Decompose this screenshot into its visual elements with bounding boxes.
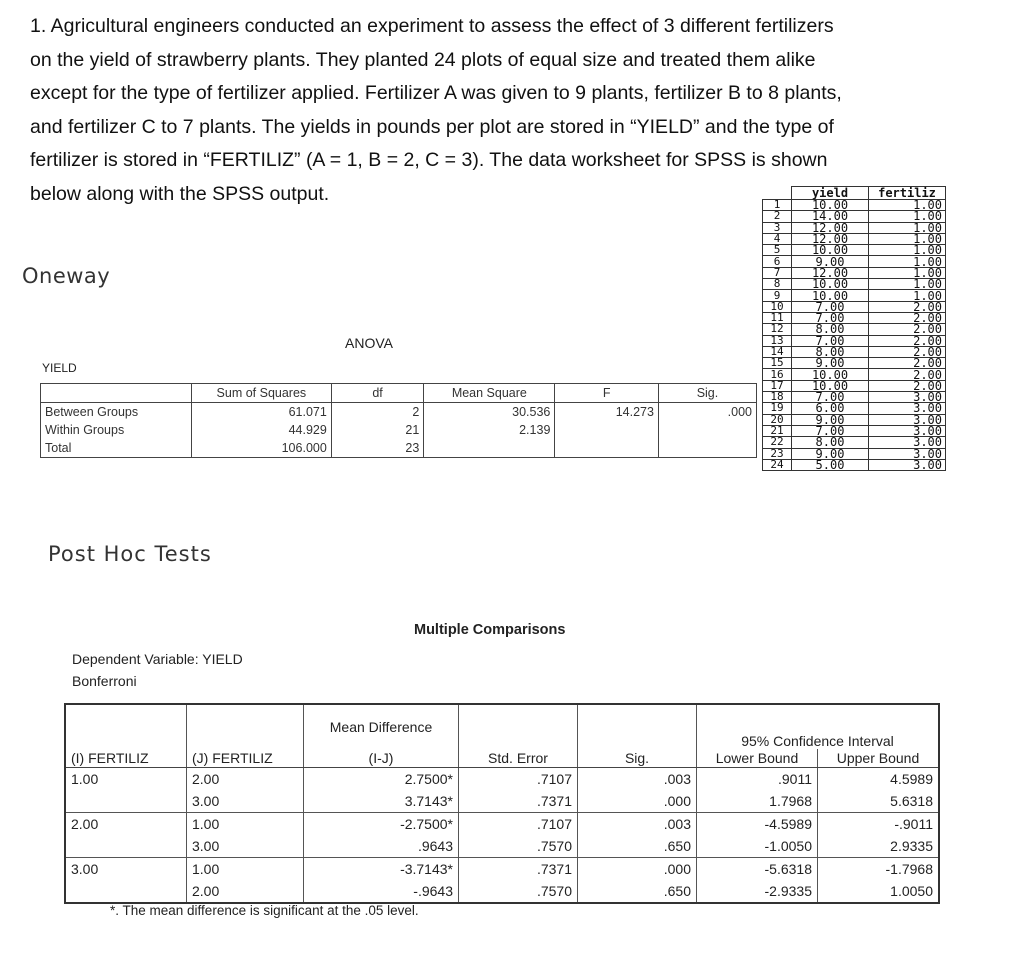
anova-row [41, 403, 757, 422]
worksheet-yield: 8.00 [792, 324, 869, 335]
mc-cell-sig: .650 [578, 880, 697, 903]
mc-cell-ub: 2.9335 [890, 838, 933, 854]
mc-header-cell [187, 704, 304, 749]
anova-sig: .000 [727, 405, 752, 419]
mc-cell-j: 1.00 [187, 813, 304, 836]
mc-row [65, 835, 939, 858]
intro-line: fertilizer is stored in “FERTILIZ” (A = 1, B = 2, C = 3). The data worksheet for SPSS is shown [30, 149, 828, 171]
worksheet-yield: 12.00 [792, 222, 869, 233]
mc-dependent: Dependent Variable: YIELD [72, 651, 243, 667]
anova-label: Total [41, 439, 192, 458]
worksheet-yield: 7.00 [792, 392, 869, 403]
worksheet-row-index: 9 [763, 290, 792, 301]
mc-cell-lb: -1.0050 [697, 835, 818, 858]
worksheet-fertiliz: 1.00 [869, 290, 946, 301]
worksheet-yield: 8.00 [792, 437, 869, 448]
worksheet-yield: 7.00 [792, 301, 869, 312]
anova-row [41, 421, 757, 439]
worksheet-yield: 10.00 [792, 245, 869, 256]
mc-cell-i: 2.00 [65, 813, 187, 836]
worksheet-row-index: 22 [763, 437, 792, 448]
worksheet-yield: 6.00 [792, 403, 869, 414]
worksheet-header: yield [792, 187, 869, 200]
worksheet-yield: 9.00 [792, 448, 869, 459]
mc-cell-se: .7570 [459, 880, 578, 903]
anova-f [555, 439, 659, 458]
worksheet-row-index: 11 [763, 312, 792, 323]
mc-row [65, 790, 939, 813]
worksheet-row-index: 10 [763, 301, 792, 312]
anova-ss: 61.071 [191, 403, 331, 422]
worksheet-row-index: 18 [763, 392, 792, 403]
mc-cell-j: 2.00 [187, 880, 304, 903]
worksheet-header: fertiliz [869, 187, 946, 200]
anova-row [41, 439, 757, 458]
worksheet-fertiliz: 3.00 [869, 459, 946, 470]
mc-cell-ub: 5.6318 [890, 793, 933, 809]
mc-header-row-1 [65, 704, 939, 749]
worksheet-row-index: 21 [763, 425, 792, 436]
worksheet-row-index: 16 [763, 369, 792, 380]
mc-cell-sig: .000 [578, 858, 697, 881]
mc-cell-i: 3.00 [65, 858, 187, 881]
mc-header-se: Std. Error [459, 749, 578, 768]
worksheet-yield: 8.00 [792, 346, 869, 357]
worksheet-fertiliz: 1.00 [869, 200, 946, 211]
worksheet-fertiliz: 1.00 [869, 233, 946, 244]
mc-header-row-2 [65, 749, 939, 768]
mc-cell-ub: 1.0050 [890, 883, 933, 899]
worksheet-yield: 12.00 [792, 267, 869, 278]
anova-header: F [555, 384, 659, 403]
worksheet-fertiliz: 3.00 [869, 437, 946, 448]
mc-method: Bonferroni [72, 673, 137, 689]
mc-cell-i [65, 835, 187, 858]
intro-line: below along with the SPSS output. [30, 182, 330, 205]
mc-cell-lb: .9011 [697, 768, 818, 791]
mc-row [65, 880, 939, 903]
mc-cell-i [65, 790, 187, 813]
worksheet-fertiliz: 2.00 [869, 312, 946, 323]
anova-table [40, 383, 757, 458]
mc-cell-md: .9643 [304, 835, 459, 858]
mc-body [65, 768, 939, 904]
anova-header: Mean Square [424, 384, 555, 403]
mc-row [65, 858, 939, 881]
mc-cell-se: .7371 [459, 790, 578, 813]
mc-row [65, 813, 939, 836]
mc-cell-se: .7107 [459, 813, 578, 836]
worksheet-row-index: 20 [763, 414, 792, 425]
anova-dependent: YIELD [42, 361, 77, 375]
worksheet-yield: 9.00 [792, 256, 869, 267]
mc-cell-md: 3.7143* [304, 790, 459, 813]
anova-sig [658, 439, 756, 458]
worksheet-yield: 10.00 [792, 380, 869, 391]
mc-cell-j: 3.00 [187, 790, 304, 813]
intro-line: except for the type of fertilizer applied. Fertilizer A was given to 9 plants, fertilizer B to 8 plants, [30, 82, 842, 104]
worksheet-fertiliz: 3.00 [869, 425, 946, 436]
mc-header-cell [578, 704, 697, 749]
worksheet-fertiliz: 3.00 [869, 448, 946, 459]
worksheet-row-index: 12 [763, 324, 792, 335]
worksheet-fertiliz: 2.00 [869, 346, 946, 357]
worksheet-fertiliz: 2.00 [869, 324, 946, 335]
worksheet-fertiliz: 2.00 [869, 301, 946, 312]
worksheet-yield: 5.00 [792, 459, 869, 470]
mc-cell-se: .7371 [459, 858, 578, 881]
mc-cell-lb: -2.9335 [697, 880, 818, 903]
multiple-comparisons-table [64, 703, 940, 904]
worksheet-fertiliz: 3.00 [869, 403, 946, 414]
worksheet-row-index: 1 [763, 200, 792, 211]
worksheet-fertiliz: 2.00 [869, 358, 946, 369]
mc-cell-lb: 1.7968 [697, 790, 818, 813]
worksheet-yield: 10.00 [792, 290, 869, 301]
mc-cell-ub: 4.5989 [890, 771, 933, 787]
worksheet-row-index: 15 [763, 358, 792, 369]
anova-sig [658, 421, 756, 439]
anova-header: Sum of Squares [191, 384, 331, 403]
worksheet-row-index: 3 [763, 222, 792, 233]
mc-header-mean-text: Mean Difference [329, 719, 433, 735]
mc-cell-md: -.9643 [304, 880, 459, 903]
worksheet-fertiliz: 2.00 [869, 335, 946, 346]
mc-title: Multiple Comparisons [414, 622, 566, 638]
mc-header-ci: 95% Confidence Interval [741, 733, 894, 749]
worksheet-body [763, 200, 946, 471]
worksheet-yield: 12.00 [792, 233, 869, 244]
worksheet-yield: 7.00 [792, 312, 869, 323]
anova-df: 23 [331, 439, 424, 458]
mc-cell-sig: .000 [578, 790, 697, 813]
anova-ss: 106.000 [191, 439, 331, 458]
worksheet-row-index: 13 [763, 335, 792, 346]
mc-header-cell [459, 704, 578, 749]
data-worksheet [762, 186, 946, 471]
worksheet-row-index: 24 [763, 459, 792, 470]
worksheet-row-index: 4 [763, 233, 792, 244]
anova-ms: 2.139 [424, 421, 555, 439]
mc-cell-j: 1.00 [187, 858, 304, 881]
worksheet-fertiliz: 1.00 [869, 256, 946, 267]
mc-cell-j: 2.00 [187, 768, 304, 791]
mc-cell-i [65, 880, 187, 903]
worksheet-yield: 14.00 [792, 211, 869, 222]
worksheet-fertiliz: 1.00 [869, 222, 946, 233]
worksheet-row-index: 7 [763, 267, 792, 278]
mc-cell-sig: .003 [578, 768, 697, 791]
worksheet-yield: 7.00 [792, 425, 869, 436]
mc-cell-se: .7107 [459, 768, 578, 791]
mc-header-ub: Upper Bound [818, 749, 940, 768]
worksheet-row-index: 19 [763, 403, 792, 414]
worksheet-fertiliz: 1.00 [869, 279, 946, 290]
worksheet-fertiliz: 2.00 [869, 380, 946, 391]
anova-ss: 44.929 [191, 421, 331, 439]
mc-cell-md: -2.7500* [304, 813, 459, 836]
anova-label: Within Groups [41, 421, 192, 439]
intro-line: on the yield of strawberry plants. They planted 24 plots of equal size and treated them alike [30, 48, 816, 71]
worksheet-row [763, 459, 946, 470]
worksheet-row-index: 5 [763, 245, 792, 256]
mc-header-cell [65, 704, 187, 749]
worksheet-row-index: 6 [763, 256, 792, 267]
mc-cell-md: 2.7500* [304, 768, 459, 791]
worksheet-fertiliz: 2.00 [869, 369, 946, 380]
mc-cell-se: .7570 [459, 835, 578, 858]
mc-header-sig: Sig. [578, 749, 697, 768]
worksheet-row-index: 17 [763, 380, 792, 391]
anova-header: df [331, 384, 424, 403]
anova-header-row [41, 384, 757, 403]
worksheet-fertiliz: 3.00 [869, 392, 946, 403]
worksheet-fertiliz: 1.00 [869, 211, 946, 222]
worksheet-row-index: 14 [763, 346, 792, 357]
mc-cell-lb: -5.6318 [697, 858, 818, 881]
mc-header-lb: Lower Bound [697, 749, 818, 768]
worksheet-row-index: 2 [763, 211, 792, 222]
anova-df: 2 [331, 403, 424, 422]
mc-row [65, 768, 939, 791]
anova-ms [424, 439, 555, 458]
worksheet-yield: 7.00 [792, 335, 869, 346]
worksheet-row-index: 23 [763, 448, 792, 459]
mc-header-i: (I) FERTILIZ [65, 749, 187, 768]
worksheet-yield: 10.00 [792, 279, 869, 290]
mc-header-mean [304, 704, 459, 749]
mc-cell-sig: .650 [578, 835, 697, 858]
worksheet-yield: 9.00 [792, 358, 869, 369]
posthoc-title: Post Hoc Tests [48, 542, 212, 566]
mc-cell-ub: -1.7968 [818, 858, 940, 881]
anova-f [555, 421, 659, 439]
worksheet-fertiliz: 3.00 [869, 414, 946, 425]
mc-cell-lb: -4.5989 [697, 813, 818, 836]
mc-header-mean2: (I-J) [304, 749, 459, 768]
worksheet-fertiliz: 1.00 [869, 267, 946, 278]
mc-cell-i: 1.00 [65, 768, 187, 791]
anova-ms: 30.536 [424, 403, 555, 422]
mc-cell-j: 3.00 [187, 835, 304, 858]
worksheet-yield: 10.00 [792, 369, 869, 380]
oneway-title: Oneway [22, 264, 111, 288]
worksheet-yield: 9.00 [792, 414, 869, 425]
intro-line: and fertilizer C to 7 plants. The yields in pounds per plot are stored in “YIELD” and the type of [30, 115, 834, 138]
anova-title: ANOVA [345, 335, 393, 351]
intro-line: 1. Agricultural engineers conducted an experiment to assess the effect of 3 different fertilizers [30, 15, 834, 37]
anova-label: Between Groups [41, 403, 192, 422]
mc-cell-sig: .003 [578, 813, 697, 836]
anova-f: 14.273 [555, 403, 659, 422]
worksheet-yield: 10.00 [792, 200, 869, 211]
mc-cell-ub: -.9011 [818, 813, 940, 836]
mc-header-j: (J) FERTILIZ [187, 749, 304, 768]
worksheet-fertiliz: 1.00 [869, 245, 946, 256]
mc-cell-md: -3.7143* [304, 858, 459, 881]
anova-df: 21 [331, 421, 424, 439]
problem-statement [30, 10, 990, 211]
worksheet-row-index: 8 [763, 279, 792, 290]
mc-footnote: *. The mean difference is significant at the .05 level. [110, 903, 419, 918]
anova-corner [41, 384, 192, 403]
anova-header: Sig. [658, 384, 756, 403]
